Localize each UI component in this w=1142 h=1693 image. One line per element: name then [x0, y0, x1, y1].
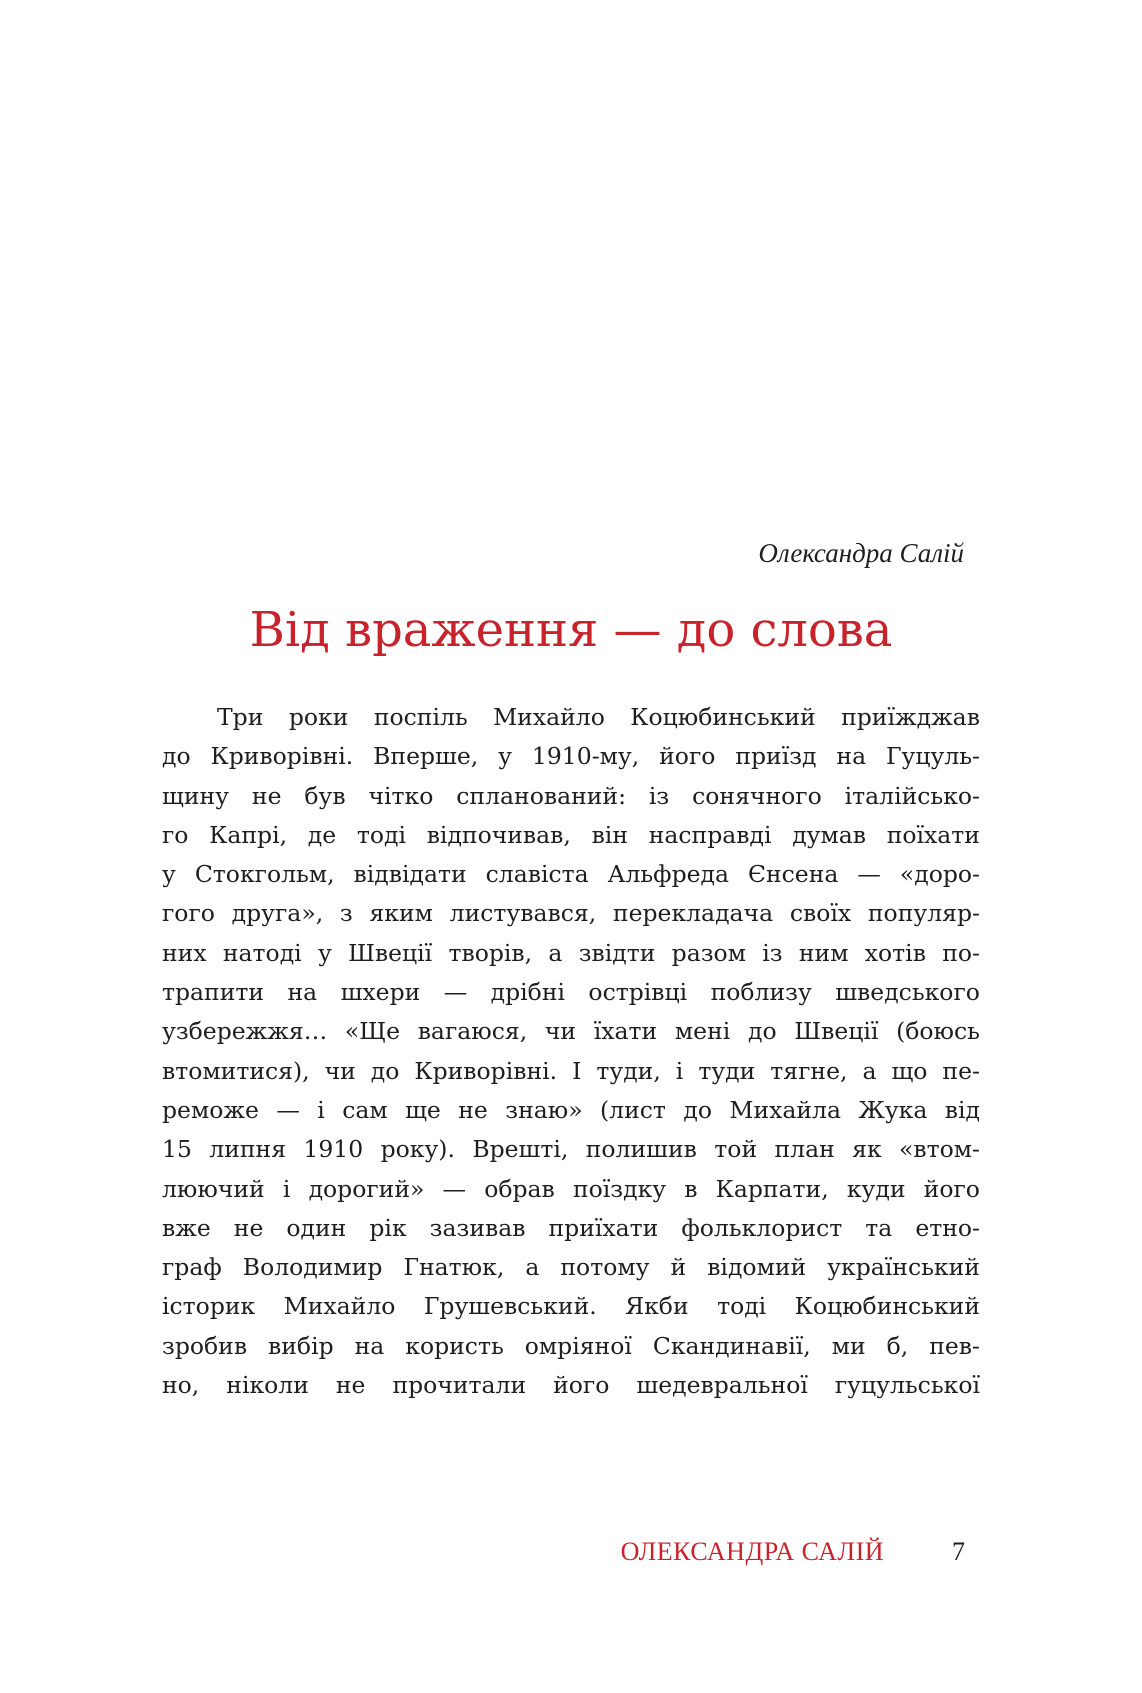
word: потому: [560, 1253, 650, 1282]
text-line: [162, 1327, 980, 1366]
word: користь: [405, 1331, 504, 1360]
word: липня: [209, 1135, 287, 1164]
text-line: [162, 894, 980, 933]
word: й: [670, 1253, 687, 1282]
word: Швеції: [348, 938, 433, 967]
word: прочитали: [392, 1371, 527, 1400]
word: Якби: [625, 1292, 689, 1321]
word: обрав: [484, 1174, 555, 1203]
word: Врешті,: [472, 1135, 569, 1164]
word: до: [370, 1056, 400, 1085]
word: його: [553, 1371, 610, 1400]
word: 1910: [303, 1135, 364, 1164]
word: чи: [324, 1056, 356, 1085]
word: ніколи: [226, 1371, 309, 1400]
word: на: [836, 742, 867, 771]
word: творів,: [448, 938, 533, 967]
word: по-: [942, 938, 980, 967]
word: Гнатюк,: [403, 1253, 505, 1282]
text-line: [162, 934, 980, 973]
body-paragraph: [162, 698, 980, 1405]
word: поїхати: [886, 820, 980, 849]
word: туди: [698, 1056, 756, 1085]
word: вже: [162, 1213, 211, 1242]
word: б,: [886, 1331, 909, 1360]
word: його: [659, 742, 716, 771]
word: гуцульської: [834, 1371, 980, 1400]
word: пев-: [929, 1331, 980, 1360]
text-line: [162, 973, 980, 1012]
word: дорогий»: [308, 1174, 425, 1203]
word: «втом-: [899, 1135, 980, 1164]
word: Криворівні.: [414, 1056, 558, 1085]
word: приїжджав: [841, 703, 980, 731]
word: один: [286, 1213, 347, 1242]
word: чітко: [368, 781, 434, 810]
word: друга»,: [231, 899, 324, 928]
word: люючий: [162, 1174, 265, 1203]
word: зробив: [162, 1331, 248, 1360]
word: приїзд: [735, 742, 817, 771]
text-line: [162, 1209, 980, 1248]
word: дрібні: [490, 978, 565, 1007]
word: і: [282, 1174, 291, 1203]
word: їхати: [593, 1017, 658, 1046]
word: тоді: [717, 1292, 767, 1321]
word: від: [944, 1095, 980, 1124]
word: Капрі,: [209, 820, 288, 849]
word: відпочивав,: [426, 820, 571, 849]
word: шхери: [340, 978, 421, 1007]
word: Гуцуль-: [886, 742, 980, 771]
text-line: [162, 1170, 980, 1209]
word: шведського: [835, 978, 980, 1007]
word: що: [891, 1056, 928, 1085]
word: не: [233, 1213, 264, 1242]
word: поспіль: [373, 703, 468, 731]
word: ми: [831, 1331, 866, 1360]
word: етно-: [915, 1213, 980, 1242]
word: а: [548, 938, 563, 967]
word: Три: [217, 703, 264, 731]
word: куди: [846, 1174, 906, 1203]
word: яким: [369, 899, 433, 928]
word: Михайло: [493, 703, 605, 731]
page-number: 7: [952, 1537, 965, 1566]
text-line: [162, 816, 980, 855]
word: «доро-: [899, 860, 980, 889]
word: думав: [792, 820, 867, 849]
text-line: [162, 1248, 980, 1287]
word: року).: [380, 1135, 455, 1164]
word: го: [162, 820, 189, 849]
text-line: [162, 1366, 980, 1405]
word: Єнсена: [748, 860, 839, 889]
word: у: [162, 860, 176, 889]
word: —: [442, 1174, 467, 1203]
word: вагаюся,: [417, 1017, 528, 1046]
word: ним: [798, 938, 849, 967]
chapter-author: Олександра Салій: [758, 538, 964, 568]
word: 15: [162, 1135, 192, 1164]
word: його: [923, 1174, 980, 1203]
word: натоді: [222, 938, 302, 967]
text-line: [162, 777, 980, 816]
word: Жука: [858, 1095, 928, 1124]
word: відвідати: [353, 860, 467, 889]
word: Криворівні.: [210, 742, 354, 771]
word: як: [852, 1135, 882, 1164]
word: хотів: [864, 938, 926, 967]
word: приїхати: [548, 1213, 659, 1242]
word: листувався,: [449, 899, 597, 928]
word: на: [287, 978, 318, 1007]
word: в: [684, 1174, 698, 1203]
word: Швеції: [794, 1017, 879, 1046]
word: роки: [288, 703, 349, 731]
word: вибір: [268, 1331, 334, 1360]
word: до: [162, 742, 191, 771]
word: та: [865, 1213, 893, 1242]
word: де: [307, 820, 337, 849]
word: мені: [674, 1017, 731, 1046]
word: не: [251, 781, 282, 810]
word: перекладача: [612, 899, 774, 928]
word: Карпати,: [715, 1174, 829, 1203]
word: поблизу: [710, 978, 812, 1007]
word: Коцюбинський: [794, 1292, 980, 1321]
word: тоді: [356, 820, 406, 849]
word: —: [276, 1095, 300, 1124]
word: туди,: [596, 1056, 661, 1085]
running-footer-author: ОЛЕКСАНДРА САЛІЙ: [620, 1537, 884, 1566]
word: не: [458, 1095, 488, 1124]
text-line: [162, 737, 980, 776]
word: чи: [544, 1017, 577, 1046]
word: «Ще: [344, 1017, 401, 1046]
word: і: [675, 1056, 684, 1085]
text-line: [162, 1130, 980, 1169]
word: популяр-: [867, 899, 980, 928]
word: на: [354, 1331, 385, 1360]
word: Вперше,: [373, 742, 479, 771]
word: Михайла: [729, 1095, 841, 1124]
word: і: [317, 1095, 325, 1124]
word: сонячного: [692, 781, 822, 810]
word: фольклорист: [681, 1213, 843, 1242]
word: не: [335, 1371, 366, 1400]
word: (боюсь: [896, 1017, 980, 1046]
word: поїздку: [572, 1174, 667, 1203]
word: із: [648, 781, 670, 810]
word: той: [714, 1135, 758, 1164]
word: зазивав: [429, 1213, 526, 1242]
word: трапити: [162, 978, 265, 1007]
word: реможе: [162, 1095, 259, 1124]
word: граф: [162, 1253, 222, 1282]
word: спланований:: [456, 781, 626, 810]
word: він: [591, 820, 628, 849]
word: у: [317, 938, 332, 967]
text-line: [162, 1091, 980, 1130]
word: 1910-му,: [531, 742, 640, 771]
word: своїх: [789, 899, 852, 928]
word: ще: [405, 1095, 441, 1124]
word: до: [747, 1017, 777, 1046]
word: план: [774, 1135, 835, 1164]
text-line: [162, 855, 980, 894]
text-line: [162, 1287, 980, 1326]
word: полишив: [585, 1135, 697, 1164]
word: був: [304, 781, 346, 810]
word: звідти: [578, 938, 656, 967]
word: насправді: [648, 820, 772, 849]
word: Скандинавії,: [652, 1331, 811, 1360]
text-line: [162, 1052, 980, 1091]
word: тягне,: [770, 1056, 848, 1085]
word: із: [762, 938, 783, 967]
word: знаю»: [505, 1095, 583, 1124]
word: них: [162, 938, 207, 967]
word: узбережжя…: [162, 1017, 328, 1046]
word: рік: [369, 1213, 407, 1242]
word: відомий: [707, 1253, 807, 1282]
word: І: [572, 1056, 582, 1085]
word: у: [498, 742, 512, 771]
chapter-title: Від враження — до слова: [249, 602, 893, 658]
word: Грушевський.: [423, 1292, 597, 1321]
word: —: [857, 860, 881, 889]
word: славіста: [485, 860, 589, 889]
word: Володимир: [242, 1253, 383, 1282]
word: а: [525, 1253, 540, 1282]
word: а: [862, 1056, 877, 1085]
word: омріяної: [524, 1331, 632, 1360]
word: Коцюбинський: [630, 703, 816, 731]
word: гого: [162, 899, 215, 928]
word: український: [827, 1253, 980, 1282]
word: історик: [162, 1292, 256, 1321]
word: острівці: [588, 978, 688, 1007]
text-line: [162, 698, 980, 737]
word: до: [683, 1095, 712, 1124]
word: Альфреда: [607, 860, 730, 889]
word: втомитися),: [162, 1056, 310, 1085]
text-line: [162, 1012, 980, 1051]
word: італійсько-: [844, 781, 980, 810]
word: з: [339, 899, 353, 928]
word: сам: [342, 1095, 388, 1124]
word: —: [443, 978, 468, 1007]
word: но,: [162, 1371, 200, 1400]
word: пе-: [942, 1056, 980, 1085]
word: шедевральної: [636, 1371, 808, 1400]
word: Михайло: [283, 1292, 396, 1321]
word: разом: [671, 938, 746, 967]
word: Стокгольм,: [194, 860, 335, 889]
word: щину: [162, 781, 230, 810]
word: (лист: [600, 1095, 666, 1124]
